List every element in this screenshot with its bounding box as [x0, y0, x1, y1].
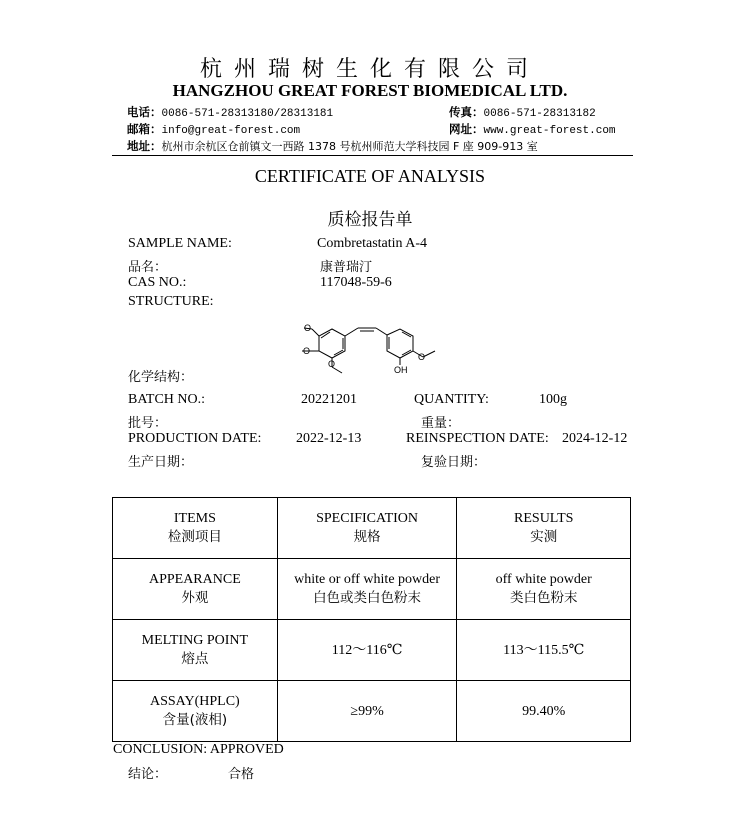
header-results: RESULTS 实测 — [457, 498, 631, 559]
methoxy-o-2: O — [303, 346, 311, 356]
spec-assay: ≥99% — [277, 681, 457, 742]
email-value: info@great-forest.com — [161, 125, 301, 137]
item-appearance: APPEARANCE 外观 — [113, 559, 278, 620]
sample-name-label: SAMPLE NAME: — [128, 236, 232, 251]
methoxy-o-3: O — [328, 359, 336, 369]
quantity-label: QUANTITY: — [414, 392, 489, 407]
reinspection-date-value: 2024-12-12 — [562, 431, 628, 446]
item-assay: ASSAY(HPLC) 含量(液相) — [113, 681, 278, 742]
header-items: ITEMS 检测项目 — [113, 498, 278, 559]
sample-name-value: Combretastatin A-4 — [317, 236, 428, 251]
sample-name-cn-value: 康普瑞汀 — [320, 260, 373, 275]
web-line — [449, 121, 616, 137]
results-table — [112, 497, 631, 742]
result-appearance: off white powder 类白色粉末 — [457, 559, 631, 620]
certificate-title-cn: 质检报告单 — [327, 210, 413, 230]
header-divider — [112, 155, 633, 156]
conclusion-cn-value: 合格 — [228, 767, 255, 782]
cas-value: 117048-59-6 — [320, 275, 392, 290]
methoxy-o-4: O — [418, 352, 426, 362]
item-melting-point: MELTING POINT 熔点 — [113, 620, 278, 681]
quantity-value: 100g — [539, 392, 567, 407]
conclusion-cn-label: 结论： — [128, 767, 168, 782]
email-label: 邮箱： — [127, 122, 162, 136]
fax-line — [449, 104, 596, 120]
reinspection-date-cn-label: 复验日期： — [421, 455, 487, 470]
certificate-title: CERTIFICATE OF ANALYSIS — [254, 166, 486, 186]
header-specification: SPECIFICATION 规格 — [277, 498, 457, 559]
cas-label: CAS NO.: — [128, 275, 187, 290]
tel-label: 电话： — [127, 105, 162, 119]
table-row — [113, 559, 631, 620]
reinspection-date-label: REINSPECTION DATE: — [406, 431, 549, 446]
spec-appearance: white or off white powder 白色或类白色粉末 — [277, 559, 457, 620]
company-name-en: HANGZHOU GREAT FOREST BIOMEDICAL LTD. — [172, 81, 568, 100]
company-name-cn: 杭州瑞树生化有限公司 — [199, 57, 540, 82]
structure-label: STRUCTURE: — [128, 294, 214, 309]
table-row — [113, 681, 631, 742]
quantity-cn-label: 重量： — [421, 416, 461, 431]
spec-melting-point: 112～116℃ — [277, 620, 457, 681]
hydroxyl-label: OH — [394, 365, 408, 375]
fax-label: 传真： — [449, 105, 484, 119]
chemical-structure — [290, 315, 450, 380]
web-value: www.great-forest.com — [483, 125, 616, 137]
fax-value: 0086-571-28313182 — [483, 108, 596, 120]
address-line — [127, 138, 538, 154]
batch-label: BATCH NO.: — [128, 392, 206, 407]
result-melting-point: 113～115.5℃ — [457, 620, 631, 681]
structure-cn-label: 化学结构： — [128, 370, 194, 385]
address-label: 地址： — [127, 139, 162, 153]
email-line — [127, 121, 300, 137]
production-date-label: PRODUCTION DATE: — [128, 431, 262, 446]
table-header-row — [113, 498, 631, 559]
production-date-cn-label: 生产日期： — [128, 455, 194, 470]
batch-cn-label: 批号： — [128, 416, 168, 431]
methoxy-o-1: O — [304, 323, 312, 333]
table-row — [113, 620, 631, 681]
sample-name-cn-label: 品名： — [128, 260, 168, 275]
address-value: 杭州市余杭区仓前镇文一西路 1378 号杭州师范大学科技园 F 座 909-913 室 — [161, 140, 538, 153]
conclusion-label: CONCLUSION: APPROVED — [113, 742, 284, 757]
tel-value: 0086-571-28313180/28313181 — [161, 108, 334, 120]
batch-value: 20221201 — [301, 392, 357, 407]
tel-line — [127, 104, 333, 120]
web-label: 网址： — [449, 122, 484, 136]
result-assay: 99.40% — [457, 681, 631, 742]
production-date-value: 2022-12-13 — [296, 431, 362, 446]
